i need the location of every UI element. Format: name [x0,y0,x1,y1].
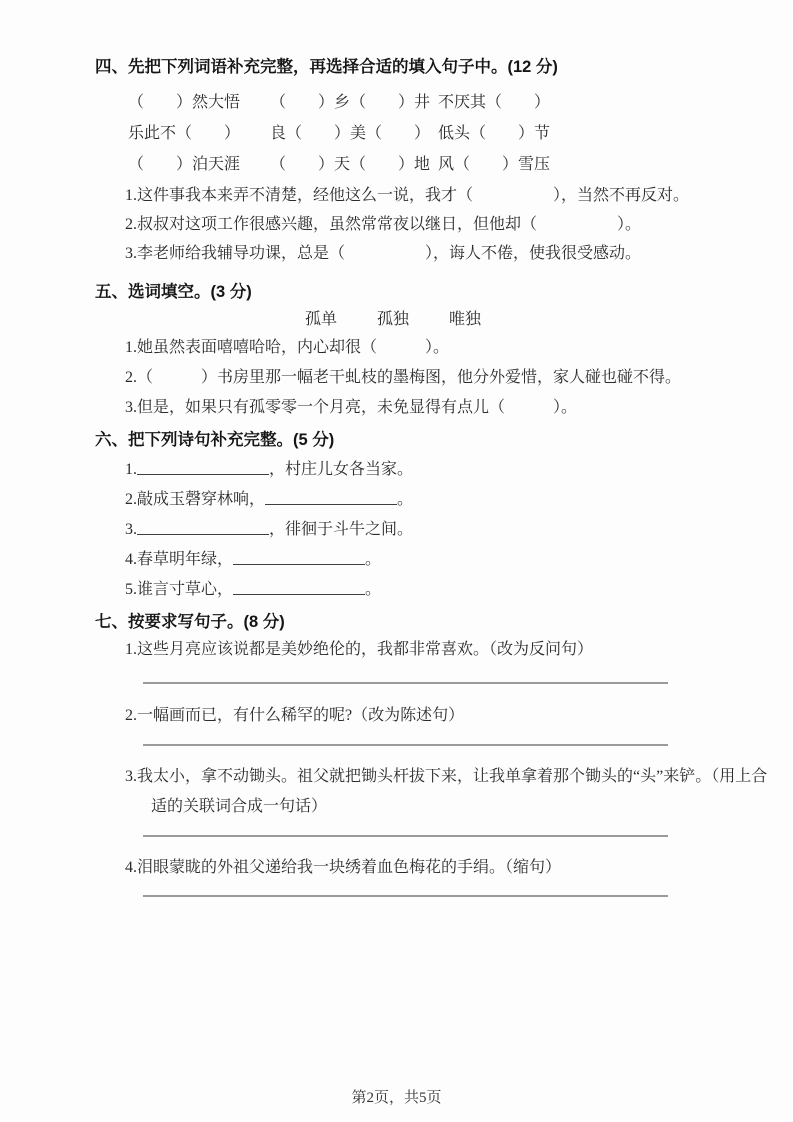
question-item: 3.我太小，拿不动锄头。祖父就把锄头杆拔下来，让我单拿着那个锄头的“头”来铲。（用上合适的关联词合成一句话） [125,768,768,815]
section-4-title: 四、先把下列词语补充完整，再选择合适的填入句子中。(12 分) [95,58,558,76]
word-bank-word: 唯独 [449,311,482,328]
section-7-title: 七、按要求写句子。(8 分) [95,613,285,631]
question-item: 1.这件事我本来弄不清楚，经他这么一说，我才（ ），当然不再反对。 [125,187,690,204]
poem-text: 。 [397,491,414,508]
poem-item [125,460,737,480]
poem-item [125,550,737,570]
poem-item [125,580,737,600]
poem-text: 4.春草明年绿， [125,551,234,568]
question-item: 2.叔叔对这项工作很感兴趣，虽然常常夜以继日，但他却（ ）。 [125,216,642,233]
fill-blank-line [137,533,269,535]
question-item: 4.泪眼蒙眬的外祖父递给我一块绣着血色梅花的手绢。（缩句） [125,859,562,876]
answer-line [143,835,668,837]
page-footer: 第2页，共5页 [351,1090,442,1106]
word-blank-cell: （ ）天（ ）地 [270,156,431,173]
poem-text: 5.谁言寸草心， [125,581,234,598]
section-6-title: 六、把下列诗句补充完整。(5 分) [95,431,335,449]
word-blank-cell: 不厌其（ ） [438,94,551,111]
poem-text: 3. [125,521,137,538]
fill-blank-line [137,473,269,475]
question-item: 1.她虽然表面嘻嘻哈哈，内心却很（ ）。 [125,339,450,356]
word-grid-row [128,124,737,144]
word-blank-cell: 良（ ）美（ ） [270,125,431,142]
question-item: 3.李老师给我辅导功课，总是（ ），诲人不倦，使我很受感动。 [125,245,642,262]
section-6-items [125,460,737,600]
fill-blank-line [233,563,365,565]
section-4-items [125,186,737,264]
word-blank-cell: 乐此不（ ） [128,125,241,142]
fill-blank-line [265,503,397,505]
fill-blank-line [233,593,365,595]
section-5-items [125,338,737,418]
section-4-word-grid [128,93,737,175]
question-item: 1.这些月亮应该说都是美妙绝伦的，我都非常喜欢。（改为反问句） [125,641,594,658]
word-blank-cell: （ ）泊天涯 [128,156,241,173]
question-item: 2.（ ）书房里那一幅老干虬枝的墨梅图，他分外爱惜，家人碰也碰不得。 [125,369,682,386]
poem-item [125,490,737,510]
question-item: 2.一幅画而已，有什么稀罕的呢?（改为陈述句） [125,707,465,724]
poem-text: ，徘徊于斗牛之间。 [269,521,414,538]
word-blank-cell: （ ）然大悟 [128,94,241,111]
word-bank-word: 孤独 [377,311,410,328]
poem-item [125,520,737,540]
poem-text: ，村庄儿女各当家。 [269,461,414,478]
poem-text: 。 [365,551,382,568]
poem-text: 2.敲成玉磬穿林响， [125,491,266,508]
word-grid-row [128,93,737,113]
poem-text: 1. [125,461,137,478]
poem-text: 。 [365,581,382,598]
section-5-title: 五、选词填空。(3 分) [95,283,252,301]
word-bank [305,310,737,330]
word-blank-cell: 低头（ ）节 [438,125,551,142]
word-bank-word: 孤单 [305,311,338,328]
question-item: 3.但是，如果只有孤零零一个月亮，未免显得有点儿（ ）。 [125,399,578,416]
word-blank-cell: （ ）乡（ ）井 [270,94,431,111]
word-grid-row [128,155,737,175]
word-blank-cell: 风（ ）雪压 [438,156,551,173]
answer-line [143,895,668,897]
answer-line [143,744,668,746]
answer-line [143,682,668,684]
